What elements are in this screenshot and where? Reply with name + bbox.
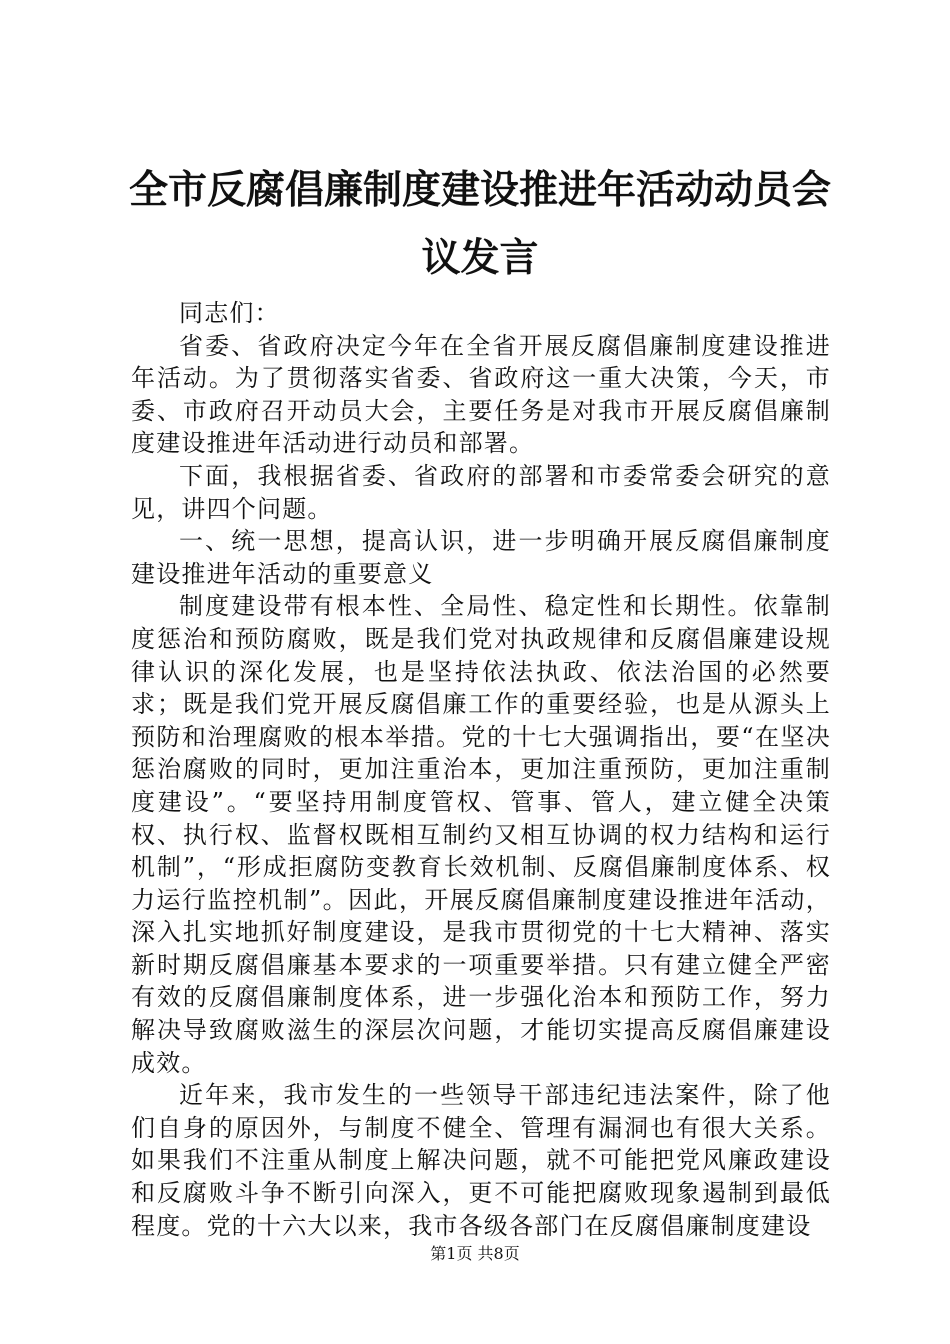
document-body [131, 297, 831, 1242]
document-title: 全市反腐倡廉制度建设推进年活动动员会议发言 [128, 167, 831, 281]
paragraph: 省委、省政府决定今年在全省开展反腐倡廉制度建设推进年活动。为了贯彻落实省委、省政府这一重大决策，今天，市委、市政府召开动员大会，主要任务是对我市开展反腐倡廉制度建设推进年活动进行动员和部署。 [131, 331, 831, 458]
paragraph: 近年来，我市发生的一些领导干部违纪违法案件，除了他们自身的原因外，与制度不健全、管理有漏洞也有很大关系。如果我们不注重从制度上解决问题，就不可能把党风廉政建设和反腐败斗争不断引向深入，更不可能把腐败现象遏制到最低程度。党的十六大以来，我市各级各部门在反腐倡廉制度建设 [131, 1081, 831, 1240]
paragraph: 制度建设带有根本性、全局性、稳定性和长期性。依靠制度惩治和预防腐败，既是我们党对执政规律和反腐倡廉建设规律认识的深化发展，也是坚持依法执政、依法治国的必然要求；既是我们党开展反腐倡廉工作的重要经验，也是从源头上预防和治理腐败的根本举措。党的十七大强调指出，要“在坚决惩治腐败的同时，更加注重治本，更加注重预防，更加注重制度建设”。“要坚持用制度管权、管事、管人，建立健全决策权、执行权、监督权既相互制约又相互协调的权力结构和运行机制”，“形成拒腐防变教育长效机制、反腐倡廉制度体系、权力运行监控机制”。因此，开展反腐倡廉制度建设推进年活动，深入扎实地抓好制度建设，是我市贯彻党的十七大精神、落实新时期反腐倡廉基本要求的一项重要举措。只有建立健全严密有效的反腐倡廉制度体系，进一步强化治本和预防工作，努力解决导致腐败滋生的深层次问题，才能切实提高反腐倡廉建设成效。 [131, 592, 831, 1077]
page-footer: 第1页 共8页 [430, 1244, 520, 1263]
section-heading: 一、统一思想，提高认识，进一步明确开展反腐倡廉制度建设推进年活动的重要意义 [131, 527, 831, 588]
paragraph: 下面，我根据省委、省政府的部署和市委常委会研究的意见，讲四个问题。 [131, 461, 831, 523]
paragraph-salutation: 同志们： [179, 299, 280, 327]
